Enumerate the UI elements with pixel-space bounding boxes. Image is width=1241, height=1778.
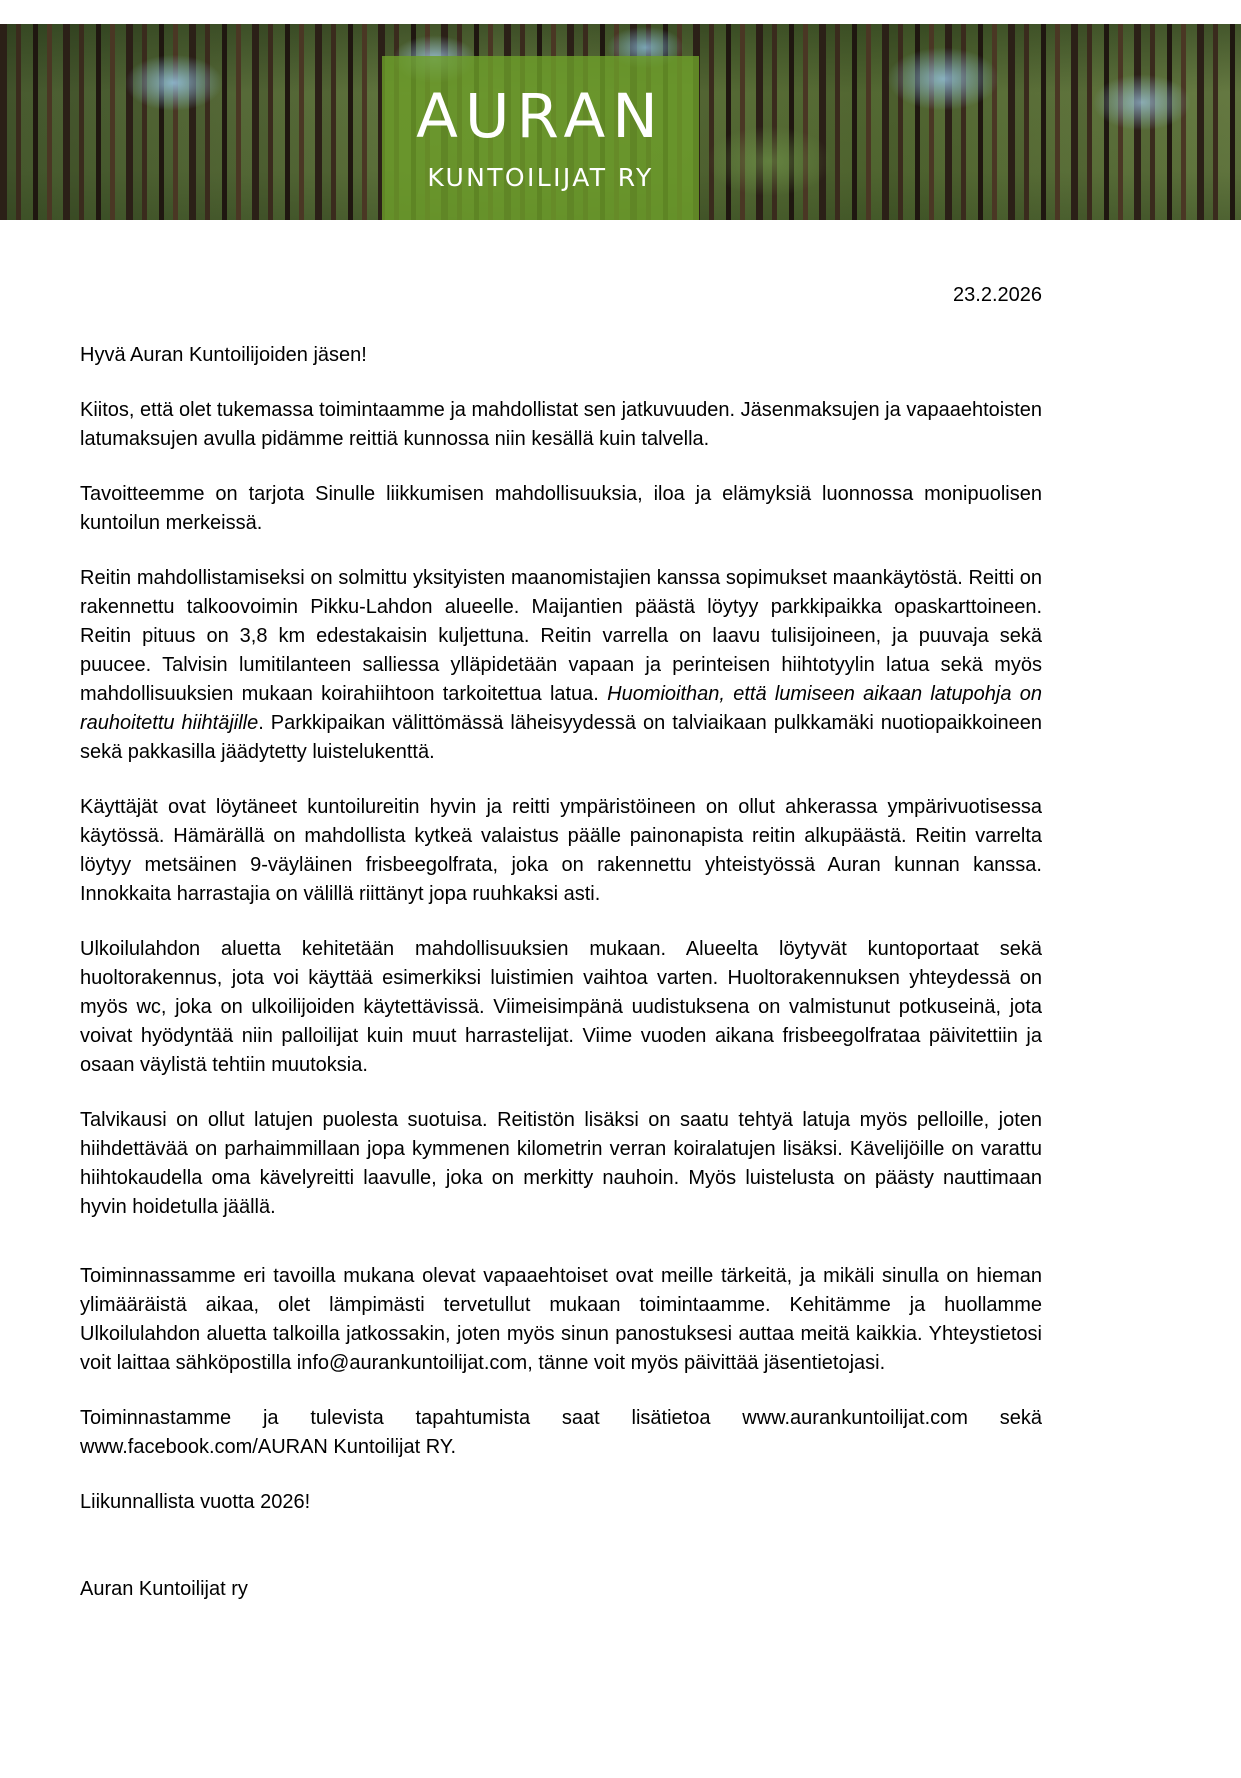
route-text-italic-note: Huomioithan, että lumiseen aikaan latupohja on rauhoitettu hiihtäjille xyxy=(80,683,1042,734)
closing-wish: Liikunnallista vuotta 2026! xyxy=(80,1491,311,1513)
paragraph-goal: Tavoitteemme on tarjota Sinulle liikkumisen mahdollisuuksia, iloa ja elämyksiä luonnossa monipuolisen kuntoilun merkeissä. xyxy=(80,483,1042,534)
paragraph-volunteers: Toiminnassamme eri tavoilla mukana olevat vapaaehtoiset ovat meille tärkeitä, ja mikäli sinulla on hieman ylimääräistä aikaa, olet lämpimästi tervetullut mukaan toimintaamme. Kehitämme ja huollamme Ulkoilulahdon aluetta talkoilla jatkossakin, joten myös sinun panostuksesi auttaa meitä kaikkia. Yhteystietosi voit laittaa sähköpostilla info@aurankuntoilijat.com, tänne voit myös päivittää jäsentietojasi. xyxy=(80,1265,1042,1374)
paragraph-route xyxy=(80,564,1042,767)
paragraph-thanks: Kiitos, että olet tukemassa toimintaamme ja mahdollistat sen jatkuvuuden. Jäsenmaksujen ja vapaaehtoisten latumaksujen avulla pidämme reittiä kunnossa niin kesällä kuin talvella. xyxy=(80,399,1042,450)
paragraph-winter: Talvikausi on ollut latujen puolesta suotuisa. Reitistön lisäksi on saatu tehtyä latuja myös pelloille, joten hiihdettävää on parhaimmillaan jopa kymmenen kilometrin verran koiralatujen lisäksi. Kävelijöille on varattu hiihtokaudella oma kävelyreitti laavulle, joka on merkitty nauhoin. Myös luistelusta on päästy nauttimaan hyvin hoidetulla jäällä. xyxy=(80,1109,1042,1218)
route-text-after: . Parkkipaikan välittömässä läheisyydessä on talviaikaan pulkkamäki nuotiopaikkoineen sekä pakkasilla jäädytetty luistelukenttä. xyxy=(80,712,1042,763)
letter-salutation: Hyvä Auran Kuntoilijoiden jäsen! xyxy=(80,344,367,366)
letter-body xyxy=(80,282,1042,1604)
header-banner xyxy=(0,24,1241,220)
logo-title: AURAN xyxy=(416,81,665,152)
paragraph-more-info: Toiminnastamme ja tulevista tapahtumista saat lisätietoa www.aurankuntoilijat.com sekä www.facebook.com/AURAN Kuntoilijat RY. xyxy=(80,1407,1042,1458)
paragraph-ulkoilulahti: Ulkoilulahdon aluetta kehitetään mahdollisuuksien mukaan. Alueelta löytyvät kuntoportaat sekä huoltorakennus, jota voi käyttää esimerkiksi luistimien vaihtoa varten. Huoltorakennuksen yhteydessä on myös wc, joka on ulkoilijoiden käytettävissä. Viimeisimpänä uudistuksena on valmistunut potkuseinä, jota voivat hyödyntää niin palloilijat kuin muut harrastelijat. Viime vuoden aikana frisbeegolfrataa päivitettiin ja osaan väylistä tehtiin muutoksia. xyxy=(80,938,1042,1076)
letter-date: 23.2.2026 xyxy=(953,284,1042,306)
paragraph-usage: Käyttäjät ovat löytäneet kuntoilureitin hyvin ja reitti ympäristöineen on ollut ahkerassa ympärivuotisessa käytössä. Hämärällä on mahdollista kytkeä valaistus päälle painonapista reitin alkupäästä. Reitin varrelta löytyy metsäinen 9-väyläinen frisbeegolfrata, joka on rakennettu yhteistyössä Auran kunnan kanssa. Innokkaita harrastajia on välillä riittänyt jopa ruuhkaksi asti. xyxy=(80,796,1042,905)
route-text-before: Reitin mahdollistamiseksi on solmittu yksityisten maanomistajien kanssa sopimukset maankäytöstä. Reitti on rakennettu talkoovoimin Pikku-Lahdon alueelle. Maijantien päästä löytyy parkkipaikka opaskarttoineen. Reitin pituus on 3,8 km edestakaisin kuljettuna. Reitin varrella on laavu tulisijoineen, ja puuvaja sekä puucee. Talvisin lumitilanteen salliessa ylläpidetään vapaan ja perinteisen hiihtotyylin latua sekä myös mahdollisuuksien mukaan koirahiihtoon tarkoitettua latua. xyxy=(80,567,1042,705)
signature: Auran Kuntoilijat ry xyxy=(80,1578,248,1600)
logo-subtitle: KUNTOILIJAT RY xyxy=(427,163,654,192)
association-logo xyxy=(382,56,699,220)
